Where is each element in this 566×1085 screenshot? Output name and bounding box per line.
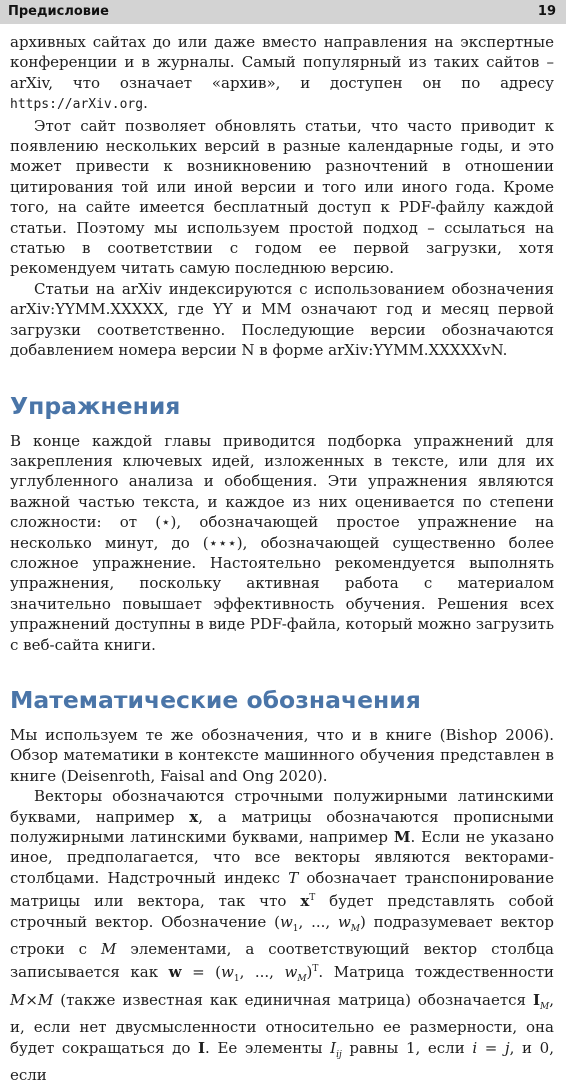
paragraph-notation-intro: Мы используем те же обозначения, что и в книге (Bishop 2006). Обзор математики в контексте машинного обучения представлен в книге (Deisenroth, Faisal and Ong 2020). — [10, 725, 554, 785]
paragraph-arxiv-intro — [10, 32, 554, 116]
section-heading-notation: Математические обозначения — [10, 685, 421, 714]
chapter-title: Предисловие — [8, 4, 109, 19]
page-content — [10, 32, 554, 1085]
text: архивных сайтах до или даже вместо направления на экспертные конференции и в журналы. Самый популярный из таких сайтов – arXiv, что означает «архив», и доступен он по адресу — [10, 33, 554, 92]
arxiv-url: https://arXiv.org — [10, 97, 144, 113]
paragraph-arxiv-indexing: Статьи на arXiv индексируются с использованием обозначения arXiv:YYMM.XXXXX, где YY и MM означают год и месяц первой загрузки соответственно. Последующие версии обозначаются добавлением номера версии N в форме arXiv:YYMM.XXXXXvN. — [10, 279, 554, 360]
running-header — [0, 0, 566, 24]
paragraph-notation-vectors: Векторы обозначаются строчными полужирными латинскими буквами, например x, а матрицы обозначаются прописными полужирными латинскими буквами, например M. Если не указано иное, предполагается, что все векторы являются векторами-столбцами. Надстрочный индекс T обозначает транспонирование матрицы или вектора, так что $x^T$ будет представлять собой строчный вектор. Обозначение ($w_1$, ..., $w_M$) подразумевает вектор строки с M элементами, а соответствующий вектор столбца записывается как $w = (w_1$, ..., $w_M)^T$. Матрица тождественности M×M (также известная как единичная матрица) обозначается $I_M$, и, если нет двусмысленности относительно ее размерности, она будет сокращаться до I. Ее элементы $I_{ij}$ равны 1, если i = j, и 0, если — [10, 787, 554, 1085]
paragraph-exercises: В конце каждой главы приводится подборка упражнений для закрепления ключевых идей, изложенных в тексте, или для их углубленного анализа и обобщения. Эти упражнения являются важной частью текста, и каждое из них оценивается по степени сложности: от (⋆), обозначающей простое упражнение на несколько минут, до (⋆⋆⋆), обозначающей существенно более сложное упражнение. Настоятельно рекомендуется выполнять упражнения, поскольку активная работа с материалом значительно повышает эффективность обучения. Решения всех упражнений доступны в виде PDF-файла, который можно загрузить с веб-сайта книги. — [10, 431, 554, 654]
section-heading-exercises: Упражнения — [10, 391, 181, 420]
paragraph-arxiv-versions: Этот сайт позволяет обновлять статьи, что часто приводит к появлению нескольких версий в разные календарные годы, и это может привести к возникновению разночтений в отношении цитирования той или иной версии и того или иного года. Кроме того, на сайте имеется бесплатный доступ к PDF-файлу каждой статьи. Поэтому мы используем простой подход – ссылаться на статью в соответствии с годом ее первой загрузки, хотя рекомендуем читать самую последнюю версию. — [10, 116, 554, 278]
text: . — [143, 94, 148, 113]
page-number: 19 — [537, 4, 556, 19]
